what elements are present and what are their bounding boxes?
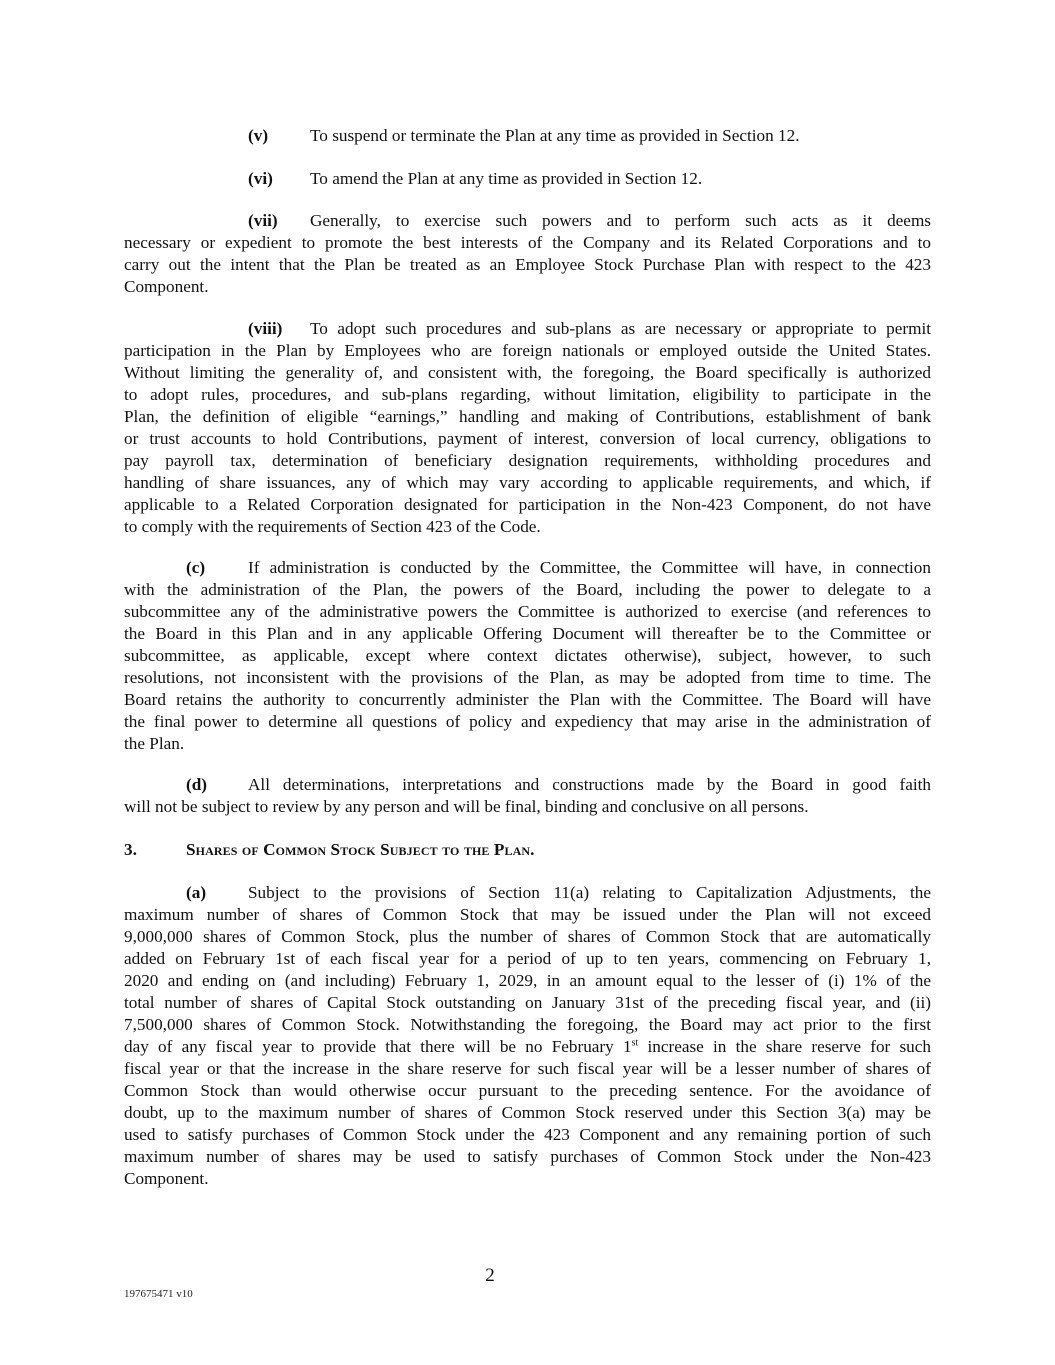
item-vii-number: (vii) <box>248 211 278 230</box>
paragraph-line: Without limiting the generality of, and consistent with, the foregoing, the Board specifically is authorized <box>124 363 931 382</box>
paragraph-line: 9,000,000 shares of Common Stock, plus the number of shares of Common Stock that are automatically <box>124 927 931 946</box>
paragraph-line: total number of shares of Capital Stock outstanding on January 31st of the preceding fiscal year, and (ii) <box>124 993 931 1012</box>
paragraph-line: to comply with the requirements of Section 423 of the Code. <box>124 517 541 536</box>
paragraph-line: resolutions, not inconsistent with the provisions of the Plan, as may be adopted from time to time. The <box>124 668 931 687</box>
line-text: day of any fiscal year to provide that there will be no February 1 <box>124 1037 632 1056</box>
paragraph-line: 7,500,000 shares of Common Stock. Notwithstanding the foregoing, the Board may act prior to the first <box>124 1015 931 1034</box>
paragraph-line: with the administration of the Plan, the powers of the Board, including the power to delegate to a <box>124 580 931 599</box>
item-c-number: (c) <box>186 558 206 577</box>
paragraph-line: the final power to determine all questions of policy and expediency that may arise in the administration of <box>124 712 931 731</box>
paragraph-line: fiscal year or that the increase in the share reserve for such fiscal year will be a lesser number of shares of <box>124 1059 931 1078</box>
paragraph-line: subcommittee any of the administrative powers the Committee is authorized to exercise (and references to <box>124 602 931 621</box>
paragraph-line: 2020 and ending on (and including) February 1, 2029, in an amount equal to the lesser of (i) 1% of the <box>124 971 931 990</box>
paragraph-line: necessary or expedient to promote the best interests of the Company and its Related Corporations and to <box>124 233 931 252</box>
item-vii-first-line: Generally, to exercise such powers and to perform such acts as it deems <box>310 211 931 230</box>
section-number: 3. <box>124 840 137 859</box>
item-d-first-line: All determinations, interpretations and constructions made by the Board in good faith <box>248 775 931 794</box>
ordinal-superscript: st <box>631 1037 639 1049</box>
paragraph-line: maximum number of shares of Common Stock that may be issued under the Plan will not exceed <box>124 905 931 924</box>
paragraph-line: participation in the Plan by Employees who are foreign nationals or employed outside the United States. <box>124 341 931 360</box>
item-a-first-line: Subject to the provisions of Section 11(a) relating to Capitalization Adjustments, the <box>248 883 931 902</box>
paragraph-line: subcommittee, as applicable, except where context dictates otherwise), subject, however, to such <box>124 646 931 665</box>
line-text: increase in the share reserve for such <box>638 1037 931 1056</box>
item-number: (v) <box>248 126 269 145</box>
paragraph-line: carry out the intent that the Plan be treated as an Employee Stock Purchase Plan with respect to the 423 <box>124 255 931 274</box>
item-text: To suspend or terminate the Plan at any time as provided in Section 12. <box>310 126 800 145</box>
paragraph-line: added on February 1st of each fiscal year for a period of up to ten years, commencing on February 1, <box>124 949 931 968</box>
page-number: 2 <box>485 1265 495 1286</box>
item-c-first-line: If administration is conducted by the Committee, the Committee will have, in connection <box>248 558 931 577</box>
paragraph-line: used to satisfy purchases of Common Stock under the 423 Component and any remaining portion of such <box>124 1125 931 1144</box>
item-d-number: (d) <box>186 775 208 794</box>
paragraph-line: the Board in this Plan and in any applicable Offering Document will thereafter be to the Committee or <box>124 624 931 643</box>
item-viii-number: (viii) <box>248 319 283 338</box>
paragraph-line: will not be subject to review by any person and will be final, binding and conclusive on all persons. <box>124 797 809 816</box>
paragraph-line: Common Stock than would otherwise occur pursuant to the preceding sentence. For the avoidance of <box>124 1081 931 1100</box>
paragraph-line: to adopt rules, procedures, and sub-plans regarding, without limitation, eligibility to participate in the <box>124 385 931 404</box>
paragraph-line: doubt, up to the maximum number of shares of Common Stock reserved under this Section 3(a) may be <box>124 1103 931 1122</box>
paragraph-line: Board retains the authority to concurrently administer the Plan with the Committee. The Board will have <box>124 690 931 709</box>
paragraph-line: handling of share issuances, any of which may vary according to applicable requirements, and which, if <box>124 473 931 492</box>
section-title: Shares of Common Stock Subject to the Plan. <box>186 840 535 859</box>
paragraph-line: Plan, the definition of eligible “earnings,” handling and making of Contributions, establishment of bank <box>124 407 931 426</box>
item-text: To amend the Plan at any time as provided in Section 12. <box>310 169 703 188</box>
document-id: 197675471 v10 <box>124 1288 193 1300</box>
paragraph-line: Component. <box>124 277 209 296</box>
paragraph-line: maximum number of shares may be used to satisfy purchases of Common Stock under the Non-423 <box>124 1147 931 1166</box>
paragraph-line: the Plan. <box>124 734 185 753</box>
paragraph-line: or trust accounts to hold Contributions, payment of interest, conversion of local currency, obligations to <box>124 429 931 448</box>
paragraph-line: pay payroll tax, determination of beneficiary designation requirements, withholding procedures and <box>124 451 931 470</box>
item-a-number: (a) <box>186 883 207 902</box>
item-viii-first-line: To adopt such procedures and sub-plans as are necessary or appropriate to permit <box>310 319 931 338</box>
paragraph-line: applicable to a Related Corporation designated for participation in the Non-423 Component, do not have <box>124 495 931 514</box>
paragraph-line-with-superscript <box>124 1036 931 1058</box>
item-number: (vi) <box>248 169 273 188</box>
paragraph-line: Component. <box>124 1169 209 1188</box>
